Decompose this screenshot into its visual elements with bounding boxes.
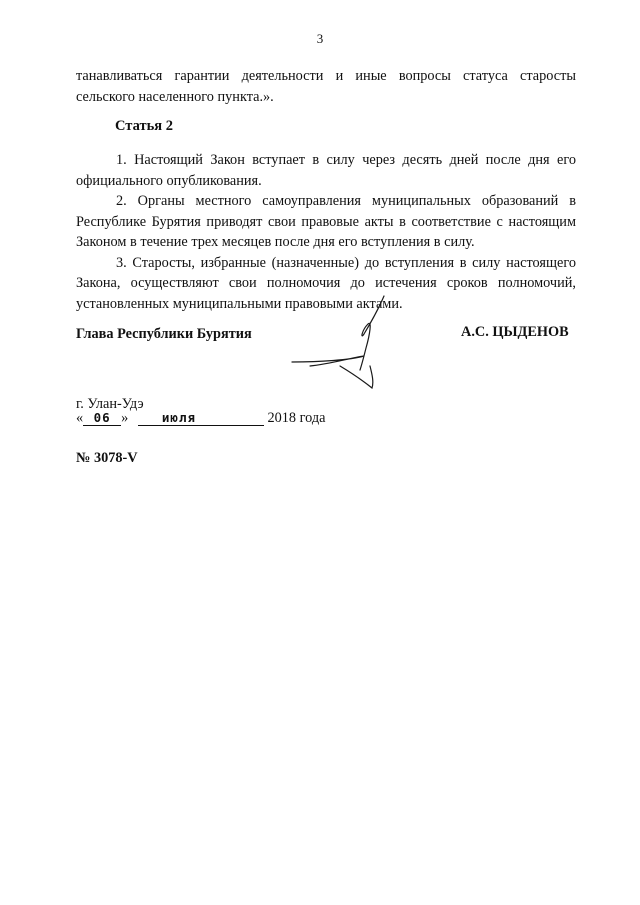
handwritten-signature <box>280 290 400 400</box>
date-month: июля <box>138 410 264 426</box>
continuation-text: танавливаться гарантии деятельности и иные вопросы статуса старосты сельского населенного пункта.». <box>76 68 576 105</box>
page-number: 3 <box>316 31 324 46</box>
signing-date <box>76 410 326 427</box>
article-heading: Статья 2 <box>115 118 173 134</box>
date-year: 2018 года <box>267 410 326 426</box>
date-day: 06 <box>83 410 121 426</box>
signatory-name: А.С. ЦЫДЕНОВ <box>461 324 569 340</box>
date-close-quote: » <box>121 410 129 426</box>
continuation-paragraph <box>76 66 576 107</box>
signing-place: г. Улан-Удэ <box>76 396 144 412</box>
article-paragraph-2: 2. Органы местного самоуправления муниципальных образований в Республике Бурятия приводят свои правовые акты в соответствие с настоящим Законом в течение трех месяцев после дня его вступления в силу. <box>76 193 576 250</box>
law-number: № 3078-V <box>76 450 138 466</box>
date-open-quote: « <box>76 410 84 426</box>
article-paragraph-3: 3. Старосты, избранные (назначенные) до вступления в силу настоящего Закона, осуществляют свои полномочия до истечения сроков полномочий, установленных муниципальными правовыми актами. <box>76 254 576 312</box>
signatory-title: Глава Республики Бурятия <box>76 326 252 342</box>
article-paragraph-1: 1. Настоящий Закон вступает в силу через десять дней после дня его официального опубликования. <box>76 152 576 189</box>
